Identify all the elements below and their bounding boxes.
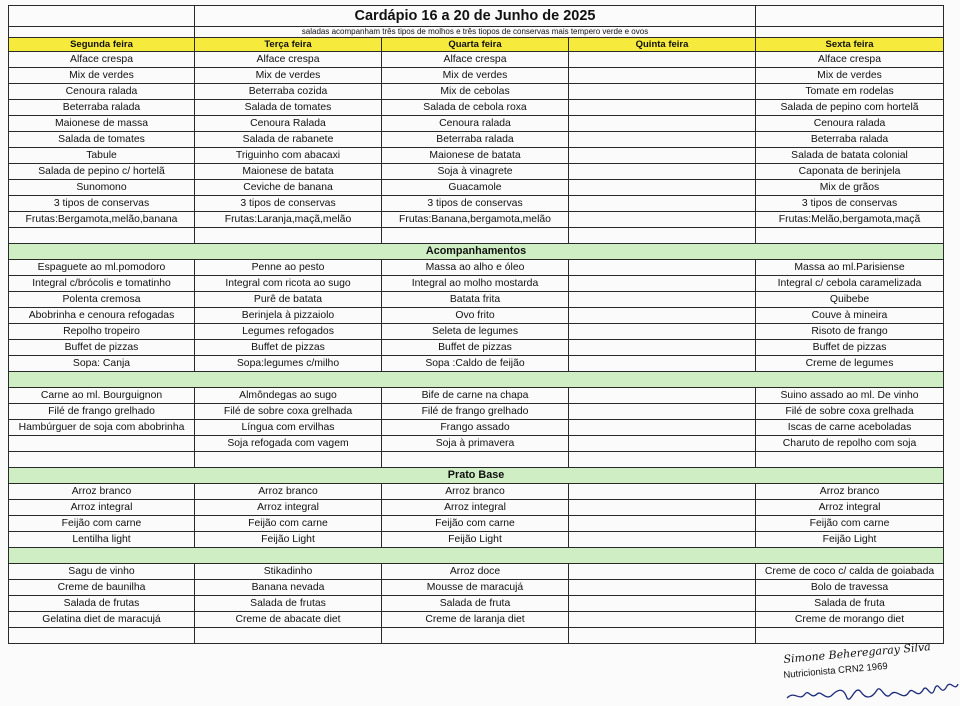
section-title: Acompanhamentos [9, 244, 944, 260]
menu-item-wednesday: 3 tipos de conservas [382, 196, 569, 212]
menu-row [9, 52, 944, 68]
menu-item-tuesday: Salada de tomates [195, 100, 382, 116]
subtitle: saladas acompanham três tipos de molhos e três tiopos de conservas mais tempero verde e ovos [195, 27, 756, 38]
menu-item-wednesday: Salada de cebola roxa [382, 100, 569, 116]
menu-item-wednesday: Mousse de maracujá [382, 580, 569, 596]
menu-item-friday: 3 tipos de conservas [756, 196, 944, 212]
menu-row [9, 68, 944, 84]
menu-item-wednesday [382, 228, 569, 244]
menu-item-monday: Filé de frango grelhado [9, 404, 195, 420]
menu-item-friday: Creme de morango diet [756, 612, 944, 628]
menu-row [9, 164, 944, 180]
section-header-row [9, 468, 944, 484]
menu-item-tuesday: Frutas:Laranja,maçã,melão [195, 212, 382, 228]
menu-item-thursday [569, 84, 756, 100]
menu-item-friday: Caponata de berinjela [756, 164, 944, 180]
menu-item-wednesday [382, 452, 569, 468]
empty-cell [756, 6, 944, 27]
menu-item-thursday [569, 68, 756, 84]
menu-item-friday: Massa ao ml.Parisiense [756, 260, 944, 276]
menu-item-monday: Alface crespa [9, 52, 195, 68]
handwritten-signature [785, 676, 960, 706]
menu-item-monday: Creme de baunilha [9, 580, 195, 596]
menu-row [9, 420, 944, 436]
menu-item-tuesday: Sopa:legumes c/milho [195, 356, 382, 372]
menu-item-friday: Quibebe [756, 292, 944, 308]
menu-item-wednesday: Cenoura ralada [382, 116, 569, 132]
menu-row [9, 532, 944, 548]
menu-item-thursday [569, 276, 756, 292]
menu-item-monday: Espaguete ao ml.pomodoro [9, 260, 195, 276]
menu-item-wednesday: Arroz branco [382, 484, 569, 500]
menu-item-wednesday: Sopa :Caldo de feijão [382, 356, 569, 372]
menu-item-tuesday: Berinjela à pizzaiolo [195, 308, 382, 324]
menu-item-monday: Sunomono [9, 180, 195, 196]
menu-item-friday: Salada de fruta [756, 596, 944, 612]
menu-item-thursday [569, 100, 756, 116]
menu-item-monday [9, 228, 195, 244]
menu-item-thursday [569, 516, 756, 532]
menu-row [9, 260, 944, 276]
menu-item-wednesday: Frutas:Banana,bergamota,melão [382, 212, 569, 228]
menu-item-tuesday: Beterraba cozida [195, 84, 382, 100]
menu-item-monday [9, 628, 195, 644]
menu-row [9, 212, 944, 228]
menu-item-tuesday [195, 452, 382, 468]
menu-item-thursday [569, 356, 756, 372]
menu-item-thursday [569, 404, 756, 420]
menu-item-monday: Arroz branco [9, 484, 195, 500]
title-row [9, 6, 944, 27]
menu-item-thursday [569, 228, 756, 244]
menu-item-wednesday: Bife de carne na chapa [382, 388, 569, 404]
menu-row [9, 308, 944, 324]
menu-item-tuesday: Língua com ervilhas [195, 420, 382, 436]
menu-item-friday: Salada de pepino com hortelã [756, 100, 944, 116]
menu-item-wednesday: Alface crespa [382, 52, 569, 68]
menu-item-monday: Gelatina diet de maracujá [9, 612, 195, 628]
menu-item-tuesday: Arroz integral [195, 500, 382, 516]
menu-item-friday: Cenoura ralada [756, 116, 944, 132]
menu-item-monday: Polenta cremosa [9, 292, 195, 308]
day-header-monday: Segunda feira [9, 38, 195, 52]
menu-row [9, 612, 944, 628]
menu-item-monday: Carne ao ml. Bourguignon [9, 388, 195, 404]
menu-item-friday: Couve à mineira [756, 308, 944, 324]
menu-item-monday: Tabule [9, 148, 195, 164]
menu-item-monday: Salada de tomates [9, 132, 195, 148]
menu-row [9, 356, 944, 372]
menu-item-tuesday: Cenoura Ralada [195, 116, 382, 132]
menu-item-wednesday: Soja à vinagrete [382, 164, 569, 180]
menu-row [9, 452, 944, 468]
menu-row [9, 340, 944, 356]
menu-row [9, 276, 944, 292]
menu-item-tuesday: Filé de sobre coxa grelhada [195, 404, 382, 420]
weekday-header-row [9, 38, 944, 52]
menu-item-tuesday: Arroz branco [195, 484, 382, 500]
menu-item-tuesday: Mix de verdes [195, 68, 382, 84]
page-title: Cardápio 16 a 20 de Junho de 2025 [195, 6, 756, 27]
menu-item-friday [756, 228, 944, 244]
menu-item-thursday [569, 324, 756, 340]
section-divider-row [9, 372, 944, 388]
menu-item-tuesday: Feijão com carne [195, 516, 382, 532]
menu-row [9, 404, 944, 420]
menu-item-monday [9, 452, 195, 468]
menu-row [9, 436, 944, 452]
menu-item-thursday [569, 340, 756, 356]
menu-item-wednesday: Feijão Light [382, 532, 569, 548]
menu-item-wednesday: Seleta de legumes [382, 324, 569, 340]
menu-item-tuesday: Creme de abacate diet [195, 612, 382, 628]
menu-item-wednesday: Integral ao molho mostarda [382, 276, 569, 292]
menu-item-tuesday: Salada de rabanete [195, 132, 382, 148]
menu-item-monday: Abobrinha e cenoura refogadas [9, 308, 195, 324]
menu-item-tuesday: 3 tipos de conservas [195, 196, 382, 212]
menu-item-tuesday: Purê de batata [195, 292, 382, 308]
menu-row [9, 516, 944, 532]
empty-cell [9, 6, 195, 27]
menu-row [9, 196, 944, 212]
day-header-thursday: Quinta feira [569, 38, 756, 52]
empty-cell [756, 27, 944, 38]
menu-row [9, 84, 944, 100]
menu-item-thursday [569, 628, 756, 644]
menu-item-wednesday [382, 628, 569, 644]
menu-item-monday: Mix de verdes [9, 68, 195, 84]
menu-item-wednesday: Guacamole [382, 180, 569, 196]
menu-row [9, 628, 944, 644]
section-header-row [9, 244, 944, 260]
menu-item-tuesday: Triguinho com abacaxi [195, 148, 382, 164]
menu-item-tuesday: Stikadinho [195, 564, 382, 580]
menu-item-thursday [569, 292, 756, 308]
menu-item-tuesday: Almôndegas ao sugo [195, 388, 382, 404]
menu-item-friday: Alface crespa [756, 52, 944, 68]
empty-cell [9, 27, 195, 38]
menu-item-thursday [569, 116, 756, 132]
menu-item-friday: Salada de batata colonial [756, 148, 944, 164]
menu-item-thursday [569, 388, 756, 404]
subtitle-row [9, 27, 944, 38]
menu-item-thursday [569, 180, 756, 196]
menu-item-monday: Repolho tropeiro [9, 324, 195, 340]
section-divider-row [9, 548, 944, 564]
menu-item-thursday [569, 260, 756, 276]
signature-name: Simone Beheregaray Silva [783, 640, 932, 666]
menu-item-thursday [569, 564, 756, 580]
menu-item-monday: Sagu de vinho [9, 564, 195, 580]
menu-sheet [8, 5, 943, 644]
menu-row [9, 148, 944, 164]
menu-item-thursday [569, 580, 756, 596]
menu-item-thursday [569, 212, 756, 228]
menu-item-wednesday: Maionese de batata [382, 148, 569, 164]
menu-item-friday: Arroz integral [756, 500, 944, 516]
menu-item-monday: Integral c/brócolis e tomatinho [9, 276, 195, 292]
menu-item-monday: 3 tipos de conservas [9, 196, 195, 212]
menu-item-thursday [569, 452, 756, 468]
menu-item-thursday [569, 196, 756, 212]
menu-item-tuesday: Salada de frutas [195, 596, 382, 612]
menu-item-wednesday: Creme de laranja diet [382, 612, 569, 628]
menu-item-monday: Cenoura ralada [9, 84, 195, 100]
menu-row [9, 292, 944, 308]
menu-item-friday: Iscas de carne aceboladas [756, 420, 944, 436]
menu-row [9, 324, 944, 340]
day-header-tuesday: Terça feira [195, 38, 382, 52]
menu-item-thursday [569, 132, 756, 148]
menu-item-tuesday [195, 628, 382, 644]
menu-item-monday: Hambúrguer de soja com abobrinha [9, 420, 195, 436]
menu-row [9, 228, 944, 244]
menu-item-monday: Maionese de massa [9, 116, 195, 132]
menu-item-wednesday: Arroz integral [382, 500, 569, 516]
menu-item-friday: Tomate em rodelas [756, 84, 944, 100]
menu-item-wednesday: Salada de fruta [382, 596, 569, 612]
menu-item-wednesday: Massa ao alho e óleo [382, 260, 569, 276]
menu-row [9, 484, 944, 500]
menu-item-thursday [569, 484, 756, 500]
menu-item-wednesday: Batata frita [382, 292, 569, 308]
menu-item-tuesday: Legumes refogados [195, 324, 382, 340]
menu-row [9, 500, 944, 516]
menu-row [9, 580, 944, 596]
menu-item-friday [756, 452, 944, 468]
menu-item-friday: Buffet de pizzas [756, 340, 944, 356]
menu-row [9, 100, 944, 116]
menu-item-wednesday: Filé de frango grelhado [382, 404, 569, 420]
menu-item-wednesday: Mix de cebolas [382, 84, 569, 100]
menu-item-friday: Frutas:Melão,bergamota,maçã [756, 212, 944, 228]
menu-item-thursday [569, 436, 756, 452]
menu-item-friday: Charuto de repolho com soja [756, 436, 944, 452]
nutritionist-signature [765, 640, 960, 706]
menu-item-thursday [569, 308, 756, 324]
menu-item-tuesday: Feijão Light [195, 532, 382, 548]
menu-item-thursday [569, 164, 756, 180]
menu-item-friday: Risoto de frango [756, 324, 944, 340]
menu-item-monday: Feijão com carne [9, 516, 195, 532]
menu-item-friday: Beterraba ralada [756, 132, 944, 148]
menu-item-tuesday [195, 228, 382, 244]
menu-item-wednesday: Soja à primavera [382, 436, 569, 452]
menu-item-tuesday: Banana nevada [195, 580, 382, 596]
menu-row [9, 596, 944, 612]
menu-item-thursday [569, 500, 756, 516]
menu-item-wednesday: Beterraba ralada [382, 132, 569, 148]
menu-item-thursday [569, 52, 756, 68]
menu-item-friday: Filé de sobre coxa grelhada [756, 404, 944, 420]
menu-item-wednesday: Feijão com carne [382, 516, 569, 532]
menu-item-tuesday: Soja refogada com vagem [195, 436, 382, 452]
menu-item-tuesday: Maionese de batata [195, 164, 382, 180]
menu-item-wednesday: Frango assado [382, 420, 569, 436]
day-header-wednesday: Quarta feira [382, 38, 569, 52]
menu-row [9, 116, 944, 132]
menu-item-friday: Creme de coco c/ calda de goiabada [756, 564, 944, 580]
menu-item-thursday [569, 148, 756, 164]
menu-item-tuesday: Buffet de pizzas [195, 340, 382, 356]
menu-item-monday [9, 436, 195, 452]
signature-title: Nutricionista CRN2 1969 [783, 660, 889, 681]
menu-item-monday: Buffet de pizzas [9, 340, 195, 356]
menu-item-tuesday: Ceviche de banana [195, 180, 382, 196]
menu-item-thursday [569, 532, 756, 548]
menu-item-monday: Salada de pepino c/ hortelã [9, 164, 195, 180]
menu-item-tuesday: Integral com ricota ao sugo [195, 276, 382, 292]
menu-item-friday: Integral c/ cebola caramelizada [756, 276, 944, 292]
menu-row [9, 388, 944, 404]
menu-item-friday: Suino assado ao ml. De vinho [756, 388, 944, 404]
section-divider [9, 372, 944, 388]
day-header-friday: Sexta feira [756, 38, 944, 52]
menu-item-thursday [569, 420, 756, 436]
menu-item-friday: Mix de verdes [756, 68, 944, 84]
menu-item-thursday [569, 596, 756, 612]
menu-item-friday: Feijão com carne [756, 516, 944, 532]
menu-item-monday: Arroz integral [9, 500, 195, 516]
section-title: Prato Base [9, 468, 944, 484]
menu-item-monday: Lentilha light [9, 532, 195, 548]
menu-item-monday: Salada de frutas [9, 596, 195, 612]
menu-item-tuesday: Alface crespa [195, 52, 382, 68]
menu-item-wednesday: Arroz doce [382, 564, 569, 580]
menu-item-friday: Bolo de travessa [756, 580, 944, 596]
menu-row [9, 180, 944, 196]
menu-item-monday: Sopa: Canja [9, 356, 195, 372]
menu-row [9, 132, 944, 148]
menu-table [8, 5, 944, 644]
menu-item-monday: Beterraba ralada [9, 100, 195, 116]
menu-item-monday: Frutas:Bergamota,melão,banana [9, 212, 195, 228]
menu-item-wednesday: Mix de verdes [382, 68, 569, 84]
menu-row [9, 564, 944, 580]
menu-item-friday: Mix de grãos [756, 180, 944, 196]
menu-item-tuesday: Penne ao pesto [195, 260, 382, 276]
menu-item-friday: Creme de legumes [756, 356, 944, 372]
menu-item-thursday [569, 612, 756, 628]
menu-item-friday: Feijão Light [756, 532, 944, 548]
menu-item-wednesday: Ovo frito [382, 308, 569, 324]
menu-item-friday: Arroz branco [756, 484, 944, 500]
section-divider [9, 548, 944, 564]
menu-item-wednesday: Buffet de pizzas [382, 340, 569, 356]
